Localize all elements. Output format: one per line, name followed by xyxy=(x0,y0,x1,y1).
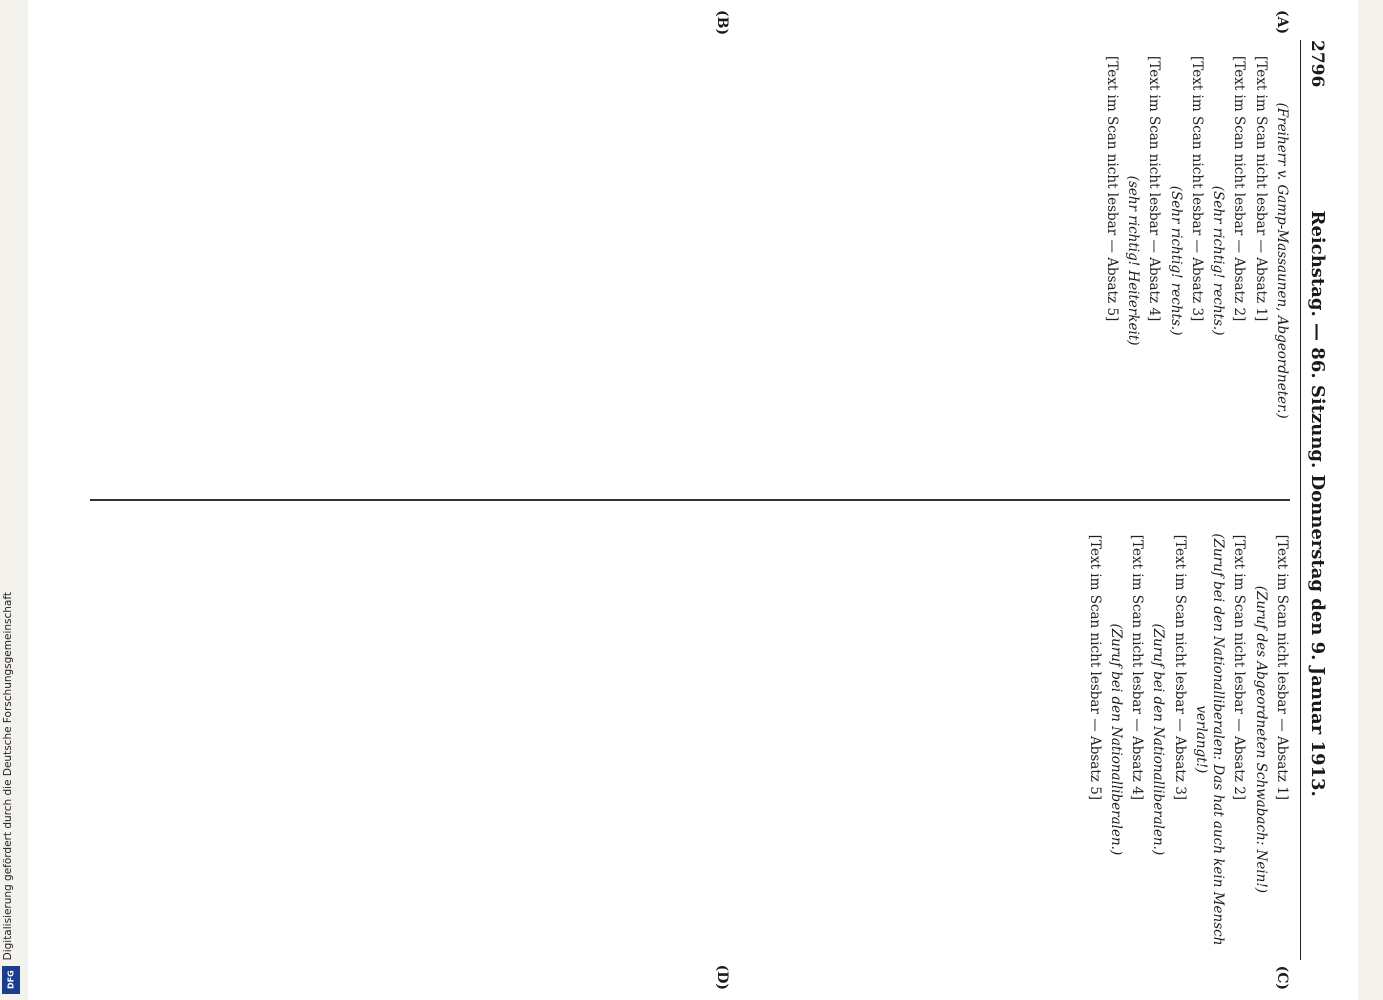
document-page xyxy=(28,0,1358,1000)
digitization-credit: Digitalisierung gefördert durch die Deutsche Forschungsgemeinschaft xyxy=(2,591,14,960)
left-interjection-1: (Sehr richtig! rechts.) xyxy=(1210,185,1227,336)
left-paragraph-4: [Text im Scan nicht lesbar — Absatz 4] xyxy=(1146,56,1163,322)
margin-mark-a: (A) xyxy=(1274,10,1290,35)
left-interjection-2: (Sehr richtig! rechts.) xyxy=(1167,185,1184,336)
right-interjection-3: (Zuruf bei den Nationalliberalen.) xyxy=(1150,623,1167,856)
column-divider xyxy=(90,499,1290,501)
right-paragraph-2: [Text im Scan nicht lesbar — Absatz 2] xyxy=(1231,534,1248,801)
dfg-logo: DFG xyxy=(2,966,20,994)
left-paragraph-5: [Text im Scan nicht lesbar — Absatz 5] xyxy=(1103,56,1120,322)
right-interjection-4: (Zuruf bei den Nationalliberalen.) xyxy=(1107,623,1124,856)
page-number: 2796 xyxy=(1307,40,1327,88)
right-interjection-2: (Zuruf bei den Nationalliberalen: Das hat auch kein Mensch verlangt!) xyxy=(1192,533,1227,946)
right-paragraph-4: [Text im Scan nicht lesbar — Absatz 4] xyxy=(1129,534,1146,801)
right-interjection-1: (Zuruf des Abgeordneten Schwabach: Nein!) xyxy=(1252,585,1269,894)
page-title: Reichstag. — 86. Sitzung. Donnerstag den 9. Januar 1913. xyxy=(1307,210,1328,797)
margin-mark-d: (D) xyxy=(714,964,730,990)
right-paragraph-3: [Text im Scan nicht lesbar — Absatz 3] xyxy=(1171,534,1188,801)
page-header xyxy=(1300,40,1328,960)
right-paragraph-1: [Text im Scan nicht lesbar — Absatz 1] xyxy=(1274,534,1290,801)
margin-mark-c: (C) xyxy=(1274,965,1290,990)
left-paragraph-2: [Text im Scan nicht lesbar — Absatz 2] xyxy=(1231,56,1248,322)
right-paragraph-5: [Text im Scan nicht lesbar — Absatz 5] xyxy=(1086,534,1103,801)
text-columns xyxy=(90,10,1290,990)
left-interjection-3: (sehr richtig! Heiterkeit) xyxy=(1125,175,1142,346)
right-column xyxy=(90,519,1290,990)
speaker-line: (Freiherr v. Gamp-Massaunen, Abgeordneter.) xyxy=(1274,102,1290,419)
left-column xyxy=(90,10,1290,481)
left-paragraph-1: [Text im Scan nicht lesbar — Absatz 1] xyxy=(1252,56,1269,322)
left-paragraph-3: [Text im Scan nicht lesbar — Absatz 3] xyxy=(1188,56,1205,322)
margin-mark-b: (B) xyxy=(714,10,730,36)
